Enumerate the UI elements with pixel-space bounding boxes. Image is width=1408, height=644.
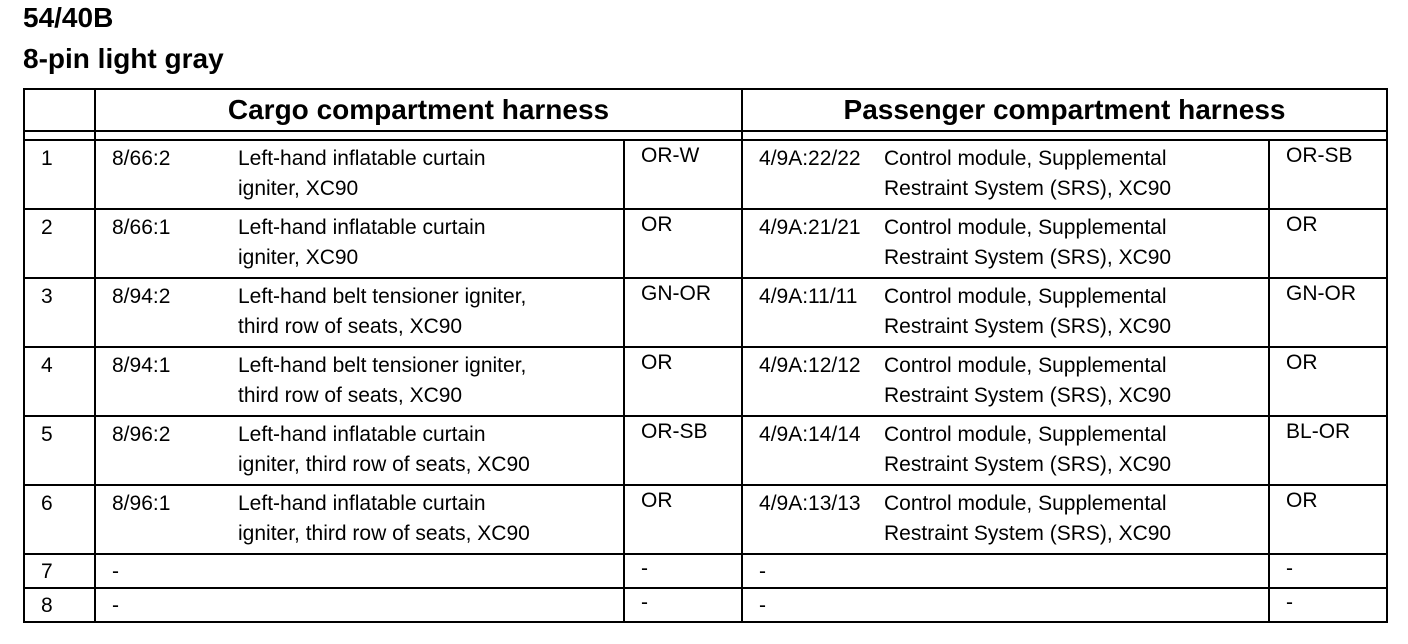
table-row — [24, 485, 1387, 554]
cargo-code-cell: - — [95, 554, 238, 588]
cargo-code-cell: 8/66:1 — [95, 209, 238, 278]
passenger-desc-cell — [884, 588, 1269, 622]
pin-cell: 6 — [24, 485, 95, 554]
passenger-code-cell: 4/9A:21/21 — [742, 209, 884, 278]
pin-cell: 4 — [24, 347, 95, 416]
table-row — [24, 278, 1387, 347]
passenger-code-cell: 4/9A:11/11 — [742, 278, 884, 347]
passenger-color-cell: GN-OR — [1269, 278, 1387, 347]
table-row — [24, 416, 1387, 485]
passenger-color-cell: - — [1269, 554, 1387, 588]
passenger-desc-cell: Control module, Supplemental Restraint System (SRS), XC90 — [884, 278, 1269, 347]
passenger-code-cell: 4/9A:13/13 — [742, 485, 884, 554]
passenger-desc-cell: Control module, Supplemental Restraint System (SRS), XC90 — [884, 347, 1269, 416]
cargo-color-cell: OR-SB — [624, 416, 742, 485]
connector-id: 54/40B — [23, 2, 114, 33]
pinout-table — [23, 88, 1388, 623]
cargo-color-cell: - — [624, 588, 742, 622]
table-body — [24, 140, 1387, 622]
pin-cell: 3 — [24, 278, 95, 347]
cargo-color-cell: - — [624, 554, 742, 588]
separator-cell — [24, 131, 95, 140]
separator-cell — [95, 131, 742, 140]
connector-description: 8-pin light gray — [23, 43, 224, 74]
cargo-desc-cell: Left-hand belt tensioner igniter, third row of seats, XC90 — [238, 347, 624, 416]
pin-cell: 7 — [24, 554, 95, 588]
passenger-desc-cell — [884, 554, 1269, 588]
pin-cell: 8 — [24, 588, 95, 622]
passenger-color-cell: OR-SB — [1269, 140, 1387, 209]
header-separator — [24, 131, 1387, 140]
passenger-color-cell: OR — [1269, 485, 1387, 554]
passenger-code-cell: - — [742, 588, 884, 622]
cargo-desc-cell — [238, 554, 624, 588]
table-row — [24, 347, 1387, 416]
cargo-code-cell: 8/94:2 — [95, 278, 238, 347]
cargo-desc-cell: Left-hand inflatable curtain igniter, XC90 — [238, 209, 624, 278]
cargo-desc-cell: Left-hand inflatable curtain igniter, third row of seats, XC90 — [238, 416, 624, 485]
cargo-desc-cell: Left-hand belt tensioner igniter, third row of seats, XC90 — [238, 278, 624, 347]
cargo-color-cell: OR — [624, 209, 742, 278]
passenger-code-cell: 4/9A:14/14 — [742, 416, 884, 485]
passenger-color-cell: OR — [1269, 209, 1387, 278]
passenger-code-cell: 4/9A:22/22 — [742, 140, 884, 209]
header-cargo: Cargo compartment harness — [95, 89, 742, 131]
cargo-color-cell: OR — [624, 485, 742, 554]
passenger-color-cell: - — [1269, 588, 1387, 622]
cargo-code-cell: 8/94:1 — [95, 347, 238, 416]
pin-cell: 5 — [24, 416, 95, 485]
cargo-code-cell: 8/96:1 — [95, 485, 238, 554]
separator-cell — [742, 131, 1387, 140]
header-row — [24, 89, 1387, 131]
pin-cell: 1 — [24, 140, 95, 209]
cargo-color-cell: OR — [624, 347, 742, 416]
passenger-code-cell: 4/9A:12/12 — [742, 347, 884, 416]
cargo-desc-cell — [238, 588, 624, 622]
cargo-code-cell: - — [95, 588, 238, 622]
header-passenger: Passenger compartment harness — [742, 89, 1387, 131]
cargo-color-cell: GN-OR — [624, 278, 742, 347]
cargo-code-cell: 8/66:2 — [95, 140, 238, 209]
cargo-code-cell: 8/96:2 — [95, 416, 238, 485]
passenger-code-cell: - — [742, 554, 884, 588]
header-pin-cell — [24, 89, 95, 131]
passenger-desc-cell: Control module, Supplemental Restraint System (SRS), XC90 — [884, 416, 1269, 485]
passenger-color-cell: BL-OR — [1269, 416, 1387, 485]
pin-cell: 2 — [24, 209, 95, 278]
passenger-color-cell: OR — [1269, 347, 1387, 416]
cargo-color-cell: OR-W — [624, 140, 742, 209]
cargo-desc-cell: Left-hand inflatable curtain igniter, third row of seats, XC90 — [238, 485, 624, 554]
passenger-desc-cell: Control module, Supplemental Restraint System (SRS), XC90 — [884, 140, 1269, 209]
table-row — [24, 209, 1387, 278]
table-row — [24, 588, 1387, 622]
cargo-desc-cell: Left-hand inflatable curtain igniter, XC90 — [238, 140, 624, 209]
passenger-desc-cell: Control module, Supplemental Restraint System (SRS), XC90 — [884, 209, 1269, 278]
passenger-desc-cell: Control module, Supplemental Restraint System (SRS), XC90 — [884, 485, 1269, 554]
table-row — [24, 140, 1387, 209]
table-row — [24, 554, 1387, 588]
